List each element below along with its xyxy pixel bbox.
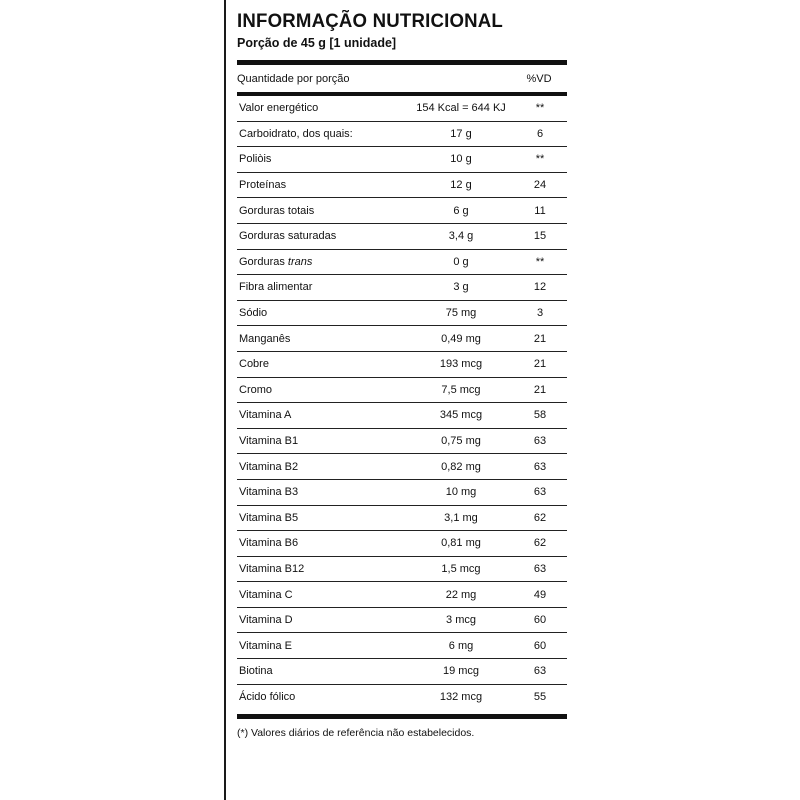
- nutrient-amount: 17 g: [450, 127, 472, 140]
- nutrient-daily-value: 21: [533, 383, 547, 396]
- nutrient-amount: 0,81 mg: [441, 537, 481, 550]
- nutrient-amount: 19 mcg: [442, 665, 480, 678]
- table-row: [237, 147, 567, 173]
- nutrient-amount: 0,49 mg: [441, 332, 481, 345]
- table-row: [237, 173, 567, 199]
- nutrient-name: Cromo: [239, 383, 273, 396]
- table-row: [237, 352, 567, 378]
- nutrient-amount: 7,5 mcg: [441, 383, 481, 396]
- table-row: [237, 250, 567, 276]
- nutrient-amount: 3,1 mg: [444, 511, 478, 524]
- nutrient-name: Valor energético: [239, 102, 319, 115]
- table-row: [237, 480, 567, 506]
- nutrient-amount: 154 Kcal = 644 KJ: [416, 102, 506, 115]
- nutrient-daily-value: 49: [533, 588, 547, 601]
- nutrient-amount: 345 mcg: [439, 409, 483, 422]
- nutrient-daily-value: 24: [533, 179, 547, 192]
- nutrient-amount: 0 g: [453, 255, 469, 268]
- nutrient-daily-value: 60: [533, 614, 547, 627]
- nutrient-amount: 3,4 g: [448, 230, 474, 243]
- nutrient-daily-value: 21: [533, 332, 547, 345]
- nutrient-daily-value: 3: [536, 307, 544, 320]
- nutrient-daily-value: 11: [534, 204, 546, 217]
- nutrient-name: Carboidrato, dos quais:: [239, 127, 353, 140]
- footnote: (*) Valores diários de referência não estabelecidos.: [237, 727, 475, 740]
- left-border-line: [224, 0, 226, 800]
- table-row: [237, 122, 567, 148]
- nutrient-daily-value: 63: [533, 665, 547, 678]
- table-row: [237, 378, 567, 404]
- nutrient-name: Vitamina B6: [239, 537, 299, 550]
- nutrient-daily-value: 63: [533, 486, 547, 499]
- table-row: [237, 454, 567, 480]
- nutrient-daily-value: **: [535, 153, 545, 166]
- nutrient-amount: 3 g: [453, 281, 469, 294]
- nutrient-amount: 10 g: [450, 153, 472, 166]
- table-header: [237, 65, 567, 92]
- table-row: [237, 659, 567, 685]
- serving-size: Porção de 45 g [1 unidade]: [237, 36, 397, 50]
- nutrient-name: Vitamina A: [239, 409, 292, 422]
- table-row: [237, 506, 567, 532]
- nutrient-name: Biotina: [239, 665, 273, 678]
- nutrient-name: Manganês: [239, 332, 291, 345]
- nutrient-amount: 75 mg: [445, 307, 477, 320]
- nutrient-amount: 1,5 mcg: [441, 562, 481, 575]
- nutrient-amount: 3 mcg: [446, 614, 476, 627]
- nutrient-name: Sódio: [239, 307, 268, 320]
- nutrient-name: Vitamina B12: [239, 562, 305, 575]
- nutrient-name: Vitamina E: [239, 639, 292, 652]
- nutrient-daily-value: 58: [533, 409, 547, 422]
- nutrient-daily-value: 6: [536, 127, 544, 140]
- table-row: [237, 301, 567, 327]
- nutrient-name: Vitamina D: [239, 614, 293, 627]
- table-row: [237, 685, 567, 711]
- nutrient-daily-value: 15: [533, 230, 547, 243]
- nutrient-daily-value: 63: [533, 435, 547, 448]
- nutrient-amount: 0,75 mg: [441, 435, 481, 448]
- table-row: [237, 633, 567, 659]
- nutrient-daily-value: 55: [533, 691, 547, 704]
- nutrient-name: Fibra alimentar: [239, 281, 313, 294]
- nutrient-daily-value: 21: [533, 358, 547, 371]
- quantity-per-serving-label: Quantidade por porção: [237, 72, 350, 85]
- nutrient-daily-value: 63: [533, 460, 547, 473]
- bottom-divider: [237, 714, 567, 719]
- table-row: [237, 531, 567, 557]
- daily-value-label: %VD: [526, 72, 552, 85]
- table-row: [237, 429, 567, 455]
- nutrient-amount: 6 mg: [448, 639, 474, 652]
- nutrient-amount: 193 mcg: [439, 358, 483, 371]
- nutrient-amount: 6 g: [453, 204, 469, 217]
- nutrient-name: Vitamina C: [239, 588, 293, 601]
- nutrition-title: INFORMAÇÃO NUTRICIONAL: [237, 11, 504, 32]
- nutrient-name: Proteínas: [239, 179, 287, 192]
- nutrient-amount: 10 mg: [445, 486, 477, 499]
- table-row: [237, 403, 567, 429]
- table-row: [237, 275, 567, 301]
- nutrient-name: Gorduras totais: [239, 204, 315, 217]
- nutrient-name: Ácido fólico: [239, 691, 296, 704]
- nutrient-amount: 0,82 mg: [441, 460, 481, 473]
- nutrient-name: Poliòis: [239, 153, 272, 166]
- nutrient-amount: 12 g: [450, 179, 472, 192]
- nutrient-name: Vitamina B3: [239, 486, 299, 499]
- table-row: [237, 557, 567, 583]
- table-row: [237, 198, 567, 224]
- nutrient-daily-value: 63: [533, 562, 547, 575]
- nutrient-amount: 22 mg: [445, 588, 477, 601]
- nutrient-name: Vitamina B5: [239, 511, 299, 524]
- nutrient-daily-value: 60: [533, 639, 547, 652]
- table-row: [237, 326, 567, 352]
- nutrient-daily-value: **: [535, 255, 545, 268]
- table-row: [237, 582, 567, 608]
- nutrition-facts-panel: [237, 10, 567, 739]
- nutrient-daily-value: 62: [533, 511, 547, 524]
- nutrient-name: Gorduras saturadas: [239, 230, 337, 243]
- nutrient-name: Gorduras trans: [239, 255, 313, 268]
- nutrient-name: Vitamina B2: [239, 460, 299, 473]
- nutrient-daily-value: 62: [533, 537, 547, 550]
- table-row: [237, 224, 567, 250]
- nutrient-daily-value: **: [535, 102, 545, 115]
- nutrient-name: Cobre: [239, 358, 269, 371]
- table-row: [237, 608, 567, 634]
- nutrient-name: Vitamina B1: [239, 435, 299, 448]
- nutrient-amount: 132 mcg: [439, 691, 483, 704]
- table-row: [237, 96, 567, 122]
- nutrient-daily-value: 12: [533, 281, 547, 294]
- nutrient-table: [237, 96, 567, 710]
